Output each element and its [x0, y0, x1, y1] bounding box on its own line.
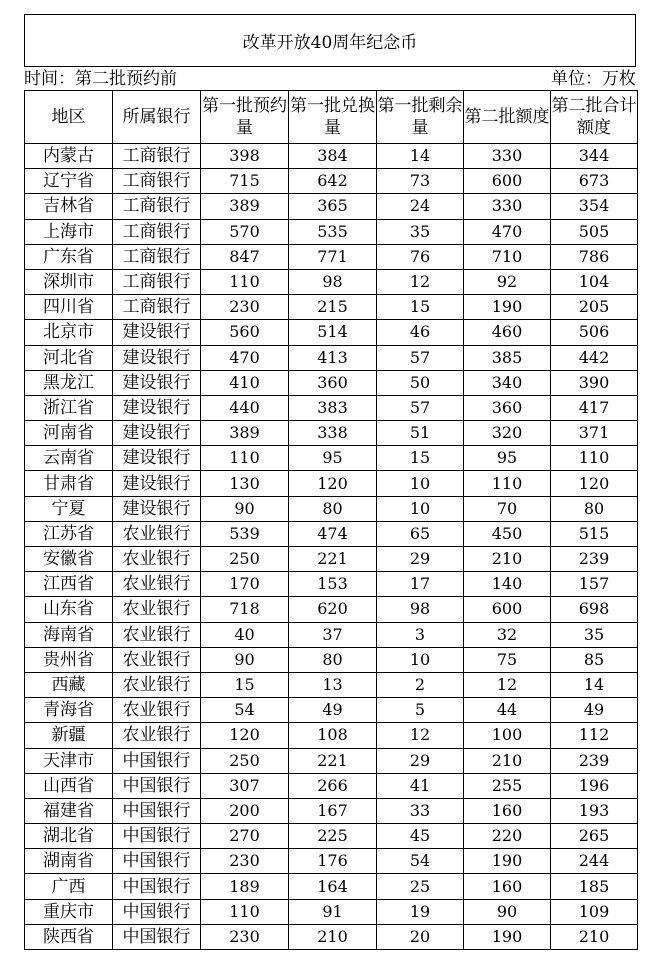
cell-region: 北京市 — [25, 320, 113, 345]
cell-first-reserved: 470 — [201, 345, 289, 370]
cell-first-reserved: 189 — [201, 874, 289, 899]
cell-second-total: 196 — [551, 773, 638, 798]
cell-bank: 工商银行 — [113, 295, 201, 320]
cell-first-exchanged: 167 — [289, 798, 377, 823]
table-row — [25, 647, 638, 672]
cell-first-remaining: 65 — [377, 521, 464, 546]
cell-first-remaining: 15 — [377, 295, 464, 320]
cell-first-reserved: 307 — [201, 773, 289, 798]
cell-first-reserved: 847 — [201, 244, 289, 269]
cell-region: 湖北省 — [25, 824, 113, 849]
cell-bank: 农业银行 — [113, 547, 201, 572]
table-row — [25, 597, 638, 622]
cell-first-reserved: 120 — [201, 723, 289, 748]
cell-first-remaining: 12 — [377, 723, 464, 748]
cell-second-quota: 12 — [464, 672, 551, 697]
cell-second-quota: 160 — [464, 798, 551, 823]
cell-second-total: 698 — [551, 597, 638, 622]
cell-first-exchanged: 91 — [289, 899, 377, 924]
cell-first-remaining: 17 — [377, 572, 464, 597]
cell-first-reserved: 15 — [201, 672, 289, 697]
cell-second-quota: 450 — [464, 521, 551, 546]
cell-first-reserved: 250 — [201, 547, 289, 572]
cell-second-total: 442 — [551, 345, 638, 370]
cell-first-exchanged: 13 — [289, 672, 377, 697]
cell-first-reserved: 90 — [201, 647, 289, 672]
cell-second-total: 515 — [551, 521, 638, 546]
cell-first-reserved: 270 — [201, 824, 289, 849]
cell-first-exchanged: 221 — [289, 748, 377, 773]
cell-second-total: 157 — [551, 572, 638, 597]
cell-second-total: 417 — [551, 395, 638, 420]
cell-second-quota: 470 — [464, 219, 551, 244]
cell-second-quota: 32 — [464, 622, 551, 647]
header-first-remaining: 第一批剩余量 — [377, 91, 464, 144]
cell-region: 重庆市 — [25, 899, 113, 924]
cell-second-total: 193 — [551, 798, 638, 823]
cell-first-reserved: 110 — [201, 269, 289, 294]
header-second-total: 第二批合计额度 — [551, 91, 638, 144]
cell-bank: 工商银行 — [113, 269, 201, 294]
cell-first-reserved: 560 — [201, 320, 289, 345]
cell-first-remaining: 57 — [377, 395, 464, 420]
cell-first-reserved: 200 — [201, 798, 289, 823]
cell-second-quota: 44 — [464, 698, 551, 723]
cell-first-exchanged: 164 — [289, 874, 377, 899]
cell-second-total: 185 — [551, 874, 638, 899]
cell-first-exchanged: 620 — [289, 597, 377, 622]
cell-second-quota: 190 — [464, 295, 551, 320]
cell-first-reserved: 230 — [201, 295, 289, 320]
table-row — [25, 773, 638, 798]
table-row — [25, 269, 638, 294]
cell-first-reserved: 54 — [201, 698, 289, 723]
cell-second-total: 49 — [551, 698, 638, 723]
title-text: 改革开放40周年纪念币 — [242, 33, 418, 53]
cell-first-exchanged: 95 — [289, 446, 377, 471]
cell-first-exchanged: 535 — [289, 219, 377, 244]
cell-region: 上海市 — [25, 219, 113, 244]
cell-bank: 中国银行 — [113, 874, 201, 899]
cell-first-exchanged: 80 — [289, 496, 377, 521]
cell-bank: 工商银行 — [113, 144, 201, 169]
cell-bank: 工商银行 — [113, 194, 201, 219]
cell-bank: 建设银行 — [113, 496, 201, 521]
cell-second-total: 210 — [551, 924, 638, 949]
cell-second-quota: 92 — [464, 269, 551, 294]
cell-second-quota: 190 — [464, 924, 551, 949]
cell-second-total: 239 — [551, 748, 638, 773]
cell-first-reserved: 410 — [201, 370, 289, 395]
cell-region: 山东省 — [25, 597, 113, 622]
cell-first-reserved: 230 — [201, 849, 289, 874]
cell-bank: 建设银行 — [113, 345, 201, 370]
cell-bank: 中国银行 — [113, 849, 201, 874]
table-row — [25, 320, 638, 345]
cell-second-quota: 255 — [464, 773, 551, 798]
cell-first-reserved: 130 — [201, 471, 289, 496]
cell-second-total: 505 — [551, 219, 638, 244]
table-row — [25, 446, 638, 471]
cell-first-remaining: 10 — [377, 647, 464, 672]
cell-second-quota: 330 — [464, 144, 551, 169]
cell-first-remaining: 29 — [377, 748, 464, 773]
cell-region: 陕西省 — [25, 924, 113, 949]
cell-bank: 建设银行 — [113, 471, 201, 496]
cell-region: 四川省 — [25, 295, 113, 320]
cell-first-reserved: 40 — [201, 622, 289, 647]
table-row — [25, 295, 638, 320]
cell-first-remaining: 2 — [377, 672, 464, 697]
table-row — [25, 370, 638, 395]
cell-first-exchanged: 225 — [289, 824, 377, 849]
cell-region: 江苏省 — [25, 521, 113, 546]
cell-first-remaining: 10 — [377, 496, 464, 521]
cell-first-reserved: 570 — [201, 219, 289, 244]
cell-second-total: 786 — [551, 244, 638, 269]
cell-bank: 农业银行 — [113, 597, 201, 622]
table-row — [25, 395, 638, 420]
cell-first-reserved: 715 — [201, 169, 289, 194]
cell-second-quota: 460 — [464, 320, 551, 345]
cell-second-quota: 340 — [464, 370, 551, 395]
cell-first-exchanged: 98 — [289, 269, 377, 294]
table-row — [25, 798, 638, 823]
cell-bank: 农业银行 — [113, 672, 201, 697]
cell-region: 河南省 — [25, 421, 113, 446]
cell-first-exchanged: 108 — [289, 723, 377, 748]
cell-first-exchanged: 210 — [289, 924, 377, 949]
table-row — [25, 219, 638, 244]
table-body — [25, 144, 638, 950]
cell-bank: 农业银行 — [113, 723, 201, 748]
cell-first-reserved: 389 — [201, 194, 289, 219]
unit-note: 单位：万枚 — [551, 69, 636, 89]
cell-bank: 建设银行 — [113, 370, 201, 395]
cell-first-reserved: 230 — [201, 924, 289, 949]
table-row — [25, 496, 638, 521]
cell-bank: 中国银行 — [113, 899, 201, 924]
cell-region: 福建省 — [25, 798, 113, 823]
table-row — [25, 144, 638, 169]
table-row — [25, 547, 638, 572]
table-row — [25, 169, 638, 194]
cell-first-exchanged: 365 — [289, 194, 377, 219]
header-first-exchanged: 第一批兑换量 — [289, 91, 377, 144]
cell-first-exchanged: 383 — [289, 395, 377, 420]
cell-second-quota: 90 — [464, 899, 551, 924]
cell-second-total: 35 — [551, 622, 638, 647]
header-row — [25, 91, 638, 144]
table-row — [25, 345, 638, 370]
cell-first-exchanged: 37 — [289, 622, 377, 647]
cell-first-exchanged: 514 — [289, 320, 377, 345]
cell-first-exchanged: 221 — [289, 547, 377, 572]
table-row — [25, 824, 638, 849]
table-row — [25, 874, 638, 899]
cell-first-reserved: 90 — [201, 496, 289, 521]
table-row — [25, 572, 638, 597]
cell-region: 黑龙江 — [25, 370, 113, 395]
cell-first-remaining: 20 — [377, 924, 464, 949]
cell-second-total: 104 — [551, 269, 638, 294]
cell-second-total: 109 — [551, 899, 638, 924]
cell-second-total: 244 — [551, 849, 638, 874]
cell-bank: 中国银行 — [113, 824, 201, 849]
cell-second-total: 506 — [551, 320, 638, 345]
table-row — [25, 194, 638, 219]
cell-bank: 农业银行 — [113, 647, 201, 672]
cell-first-exchanged: 384 — [289, 144, 377, 169]
cell-second-total: 344 — [551, 144, 638, 169]
cell-region: 山西省 — [25, 773, 113, 798]
table-row — [25, 244, 638, 269]
cell-first-remaining: 41 — [377, 773, 464, 798]
cell-first-remaining: 35 — [377, 219, 464, 244]
cell-region: 吉林省 — [25, 194, 113, 219]
cell-second-total: 80 — [551, 496, 638, 521]
cell-second-quota: 330 — [464, 194, 551, 219]
cell-first-exchanged: 338 — [289, 421, 377, 446]
cell-second-total: 371 — [551, 421, 638, 446]
cell-region: 辽宁省 — [25, 169, 113, 194]
cell-second-quota: 320 — [464, 421, 551, 446]
cell-second-total: 85 — [551, 647, 638, 672]
cell-bank: 中国银行 — [113, 924, 201, 949]
table-row — [25, 899, 638, 924]
cell-first-exchanged: 413 — [289, 345, 377, 370]
cell-second-quota: 100 — [464, 723, 551, 748]
table-row — [25, 748, 638, 773]
cell-first-remaining: 19 — [377, 899, 464, 924]
cell-bank: 建设银行 — [113, 421, 201, 446]
cell-first-remaining: 33 — [377, 798, 464, 823]
cell-first-remaining: 10 — [377, 471, 464, 496]
cell-second-quota: 360 — [464, 395, 551, 420]
cell-first-remaining: 24 — [377, 194, 464, 219]
cell-second-quota: 190 — [464, 849, 551, 874]
cell-first-reserved: 110 — [201, 446, 289, 471]
cell-first-exchanged: 642 — [289, 169, 377, 194]
table-row — [25, 723, 638, 748]
cell-second-quota: 160 — [464, 874, 551, 899]
cell-bank: 工商银行 — [113, 219, 201, 244]
cell-first-remaining: 3 — [377, 622, 464, 647]
cell-region: 甘肃省 — [25, 471, 113, 496]
cell-region: 湖南省 — [25, 849, 113, 874]
cell-first-remaining: 46 — [377, 320, 464, 345]
cell-first-remaining: 57 — [377, 345, 464, 370]
cell-second-total: 265 — [551, 824, 638, 849]
cell-second-total: 120 — [551, 471, 638, 496]
cell-first-exchanged: 266 — [289, 773, 377, 798]
cell-first-remaining: 51 — [377, 421, 464, 446]
cell-second-total: 14 — [551, 672, 638, 697]
cell-second-quota: 210 — [464, 547, 551, 572]
cell-first-remaining: 54 — [377, 849, 464, 874]
cell-first-reserved: 539 — [201, 521, 289, 546]
cell-first-reserved: 389 — [201, 421, 289, 446]
cell-second-quota: 710 — [464, 244, 551, 269]
cell-region: 云南省 — [25, 446, 113, 471]
cell-first-exchanged: 215 — [289, 295, 377, 320]
table-row — [25, 622, 638, 647]
cell-region: 海南省 — [25, 622, 113, 647]
cell-bank: 建设银行 — [113, 320, 201, 345]
cell-second-quota: 70 — [464, 496, 551, 521]
coin-allocation-table — [24, 90, 638, 950]
cell-first-remaining: 76 — [377, 244, 464, 269]
cell-second-quota: 600 — [464, 169, 551, 194]
cell-first-reserved: 170 — [201, 572, 289, 597]
cell-second-total: 673 — [551, 169, 638, 194]
cell-first-remaining: 15 — [377, 446, 464, 471]
cell-bank: 农业银行 — [113, 521, 201, 546]
cell-second-total: 354 — [551, 194, 638, 219]
header-second-quota: 第二批额度 — [464, 91, 551, 144]
cell-first-exchanged: 176 — [289, 849, 377, 874]
header-bank: 所属银行 — [113, 91, 201, 144]
cell-first-exchanged: 120 — [289, 471, 377, 496]
cell-second-total: 239 — [551, 547, 638, 572]
cell-second-quota: 140 — [464, 572, 551, 597]
cell-first-remaining: 73 — [377, 169, 464, 194]
cell-second-quota: 600 — [464, 597, 551, 622]
cell-second-quota: 210 — [464, 748, 551, 773]
cell-first-exchanged: 771 — [289, 244, 377, 269]
cell-first-reserved: 110 — [201, 899, 289, 924]
cell-first-remaining: 98 — [377, 597, 464, 622]
cell-bank: 建设银行 — [113, 395, 201, 420]
cell-bank: 中国银行 — [113, 773, 201, 798]
cell-bank: 建设银行 — [113, 446, 201, 471]
table-row — [25, 421, 638, 446]
cell-region: 新疆 — [25, 723, 113, 748]
table-row — [25, 672, 638, 697]
cell-first-exchanged: 360 — [289, 370, 377, 395]
cell-region: 河北省 — [25, 345, 113, 370]
cell-first-remaining: 14 — [377, 144, 464, 169]
cell-second-quota: 220 — [464, 824, 551, 849]
cell-second-total: 390 — [551, 370, 638, 395]
table-row — [25, 698, 638, 723]
time-note: 时间：第二批预约前 — [24, 69, 177, 89]
header-first-reserved: 第一批预约量 — [201, 91, 289, 144]
cell-first-exchanged: 49 — [289, 698, 377, 723]
cell-bank: 农业银行 — [113, 622, 201, 647]
table-row — [25, 849, 638, 874]
cell-second-quota: 385 — [464, 345, 551, 370]
cell-second-total: 112 — [551, 723, 638, 748]
page-title — [24, 14, 636, 67]
cell-bank: 中国银行 — [113, 798, 201, 823]
cell-bank: 农业银行 — [113, 572, 201, 597]
cell-second-total: 205 — [551, 295, 638, 320]
cell-bank: 农业银行 — [113, 698, 201, 723]
cell-first-reserved: 398 — [201, 144, 289, 169]
cell-region: 广东省 — [25, 244, 113, 269]
cell-region: 浙江省 — [25, 395, 113, 420]
cell-first-remaining: 45 — [377, 824, 464, 849]
cell-first-reserved: 250 — [201, 748, 289, 773]
cell-region: 西藏 — [25, 672, 113, 697]
cell-region: 安徽省 — [25, 547, 113, 572]
cell-region: 江西省 — [25, 572, 113, 597]
cell-second-quota: 95 — [464, 446, 551, 471]
cell-first-remaining: 12 — [377, 269, 464, 294]
cell-second-total: 110 — [551, 446, 638, 471]
cell-region: 青海省 — [25, 698, 113, 723]
cell-first-reserved: 718 — [201, 597, 289, 622]
cell-region: 广西 — [25, 874, 113, 899]
cell-region: 天津市 — [25, 748, 113, 773]
header-region: 地区 — [25, 91, 113, 144]
cell-first-remaining: 50 — [377, 370, 464, 395]
cell-bank: 工商银行 — [113, 169, 201, 194]
table-row — [25, 924, 638, 949]
cell-region: 贵州省 — [25, 647, 113, 672]
cell-second-quota: 110 — [464, 471, 551, 496]
table-row — [25, 471, 638, 496]
cell-region: 宁夏 — [25, 496, 113, 521]
table-row — [25, 521, 638, 546]
cell-region: 深圳市 — [25, 269, 113, 294]
cell-bank: 工商银行 — [113, 244, 201, 269]
cell-first-remaining: 5 — [377, 698, 464, 723]
cell-first-exchanged: 153 — [289, 572, 377, 597]
cell-bank: 中国银行 — [113, 748, 201, 773]
cell-first-remaining: 25 — [377, 874, 464, 899]
cell-region: 内蒙古 — [25, 144, 113, 169]
cell-first-reserved: 440 — [201, 395, 289, 420]
cell-first-remaining: 29 — [377, 547, 464, 572]
cell-first-exchanged: 80 — [289, 647, 377, 672]
cell-first-exchanged: 474 — [289, 521, 377, 546]
cell-second-quota: 75 — [464, 647, 551, 672]
